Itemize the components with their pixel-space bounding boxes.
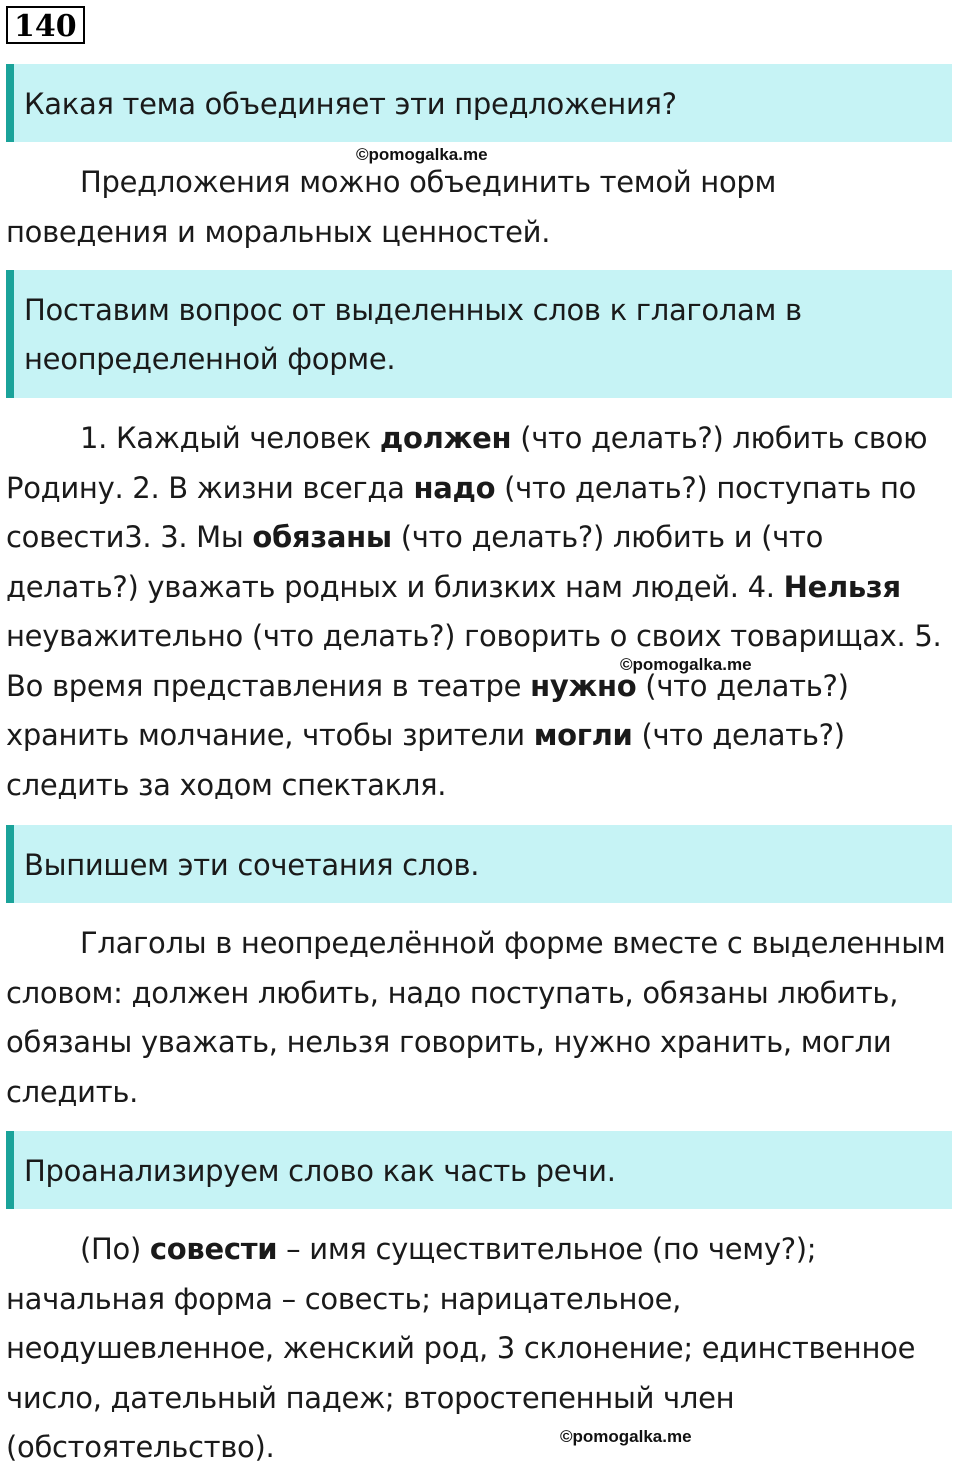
text-run: (что делать?) хранить молчание, чтобы зрители <box>6 668 849 752</box>
question-header-2 <box>6 270 952 398</box>
question-text-2-line-1: Поставим вопрос от выделенных слов к глаголам в <box>24 293 802 327</box>
question-text-1: Какая тема объединяет эти предложения? <box>24 87 677 121</box>
watermark-2: ©pomogalka.me <box>620 655 752 674</box>
text-run: (что делать?) поступать по совести3. 3. Мы <box>6 470 917 554</box>
text-run: (По) <box>80 1232 150 1266</box>
answer-paragraph-4 <box>6 1225 946 1473</box>
text-run: Предложения можно объединить темой норм поведения и моральных ценностей. <box>6 165 777 249</box>
question-header-3 <box>6 825 952 903</box>
watermark-1: ©pomogalka.me <box>356 145 488 164</box>
highlighted-word: надо <box>413 470 496 505</box>
text-run: 1. Каждый человек <box>80 421 380 455</box>
text-run: (что делать?) любить и (что делать?) уважать родных и близких нам людей. 4. <box>6 520 824 604</box>
question-header-1 <box>6 64 952 142</box>
watermark-3: ©pomogalka.me <box>560 1427 692 1446</box>
highlighted-word: Нельзя <box>783 569 901 604</box>
highlighted-word: обязаны <box>252 520 392 554</box>
answer-paragraph-1 <box>6 158 946 257</box>
text-run: (что делать?) следить за ходом спектакля. <box>6 718 845 802</box>
text-run: – имя существительное (по чему?); начальная форма – совесть; нарицательное, неодушевленное, женский род, 3 склонение; единственное число, дательный падеж; второстепенный член (обстоятельство). <box>6 1232 916 1464</box>
highlighted-word: могли <box>533 718 633 752</box>
answer-paragraph-2 <box>6 414 946 810</box>
question-text-2-line-2: неопределенной форме. <box>24 342 396 376</box>
question-text-4: Проанализируем слово как часть речи. <box>24 1154 616 1188</box>
answer-paragraph-3 <box>6 919 946 1117</box>
highlighted-word: нужно <box>530 668 637 703</box>
text-run: Глаголы в неопределённой форме вместе с выделенным словом: должен любить, надо поступать, обязаны любить, обязаны уважать, нельзя говорить, нужно хранить, могли следить. <box>6 926 946 1109</box>
task-number: 140 <box>6 6 85 44</box>
text-run: неуважительно (что делать?) говорить о своих товарищах. 5. Во время представления в театре <box>6 619 942 703</box>
question-text-3: Выпишем эти сочетания слов. <box>24 848 480 882</box>
highlighted-word: должен <box>379 421 512 455</box>
highlighted-word: совести <box>149 1232 278 1266</box>
text-run: (что делать?) любить свою Родину. 2. В жизни всегда <box>6 421 928 505</box>
question-header-4 <box>6 1131 952 1209</box>
